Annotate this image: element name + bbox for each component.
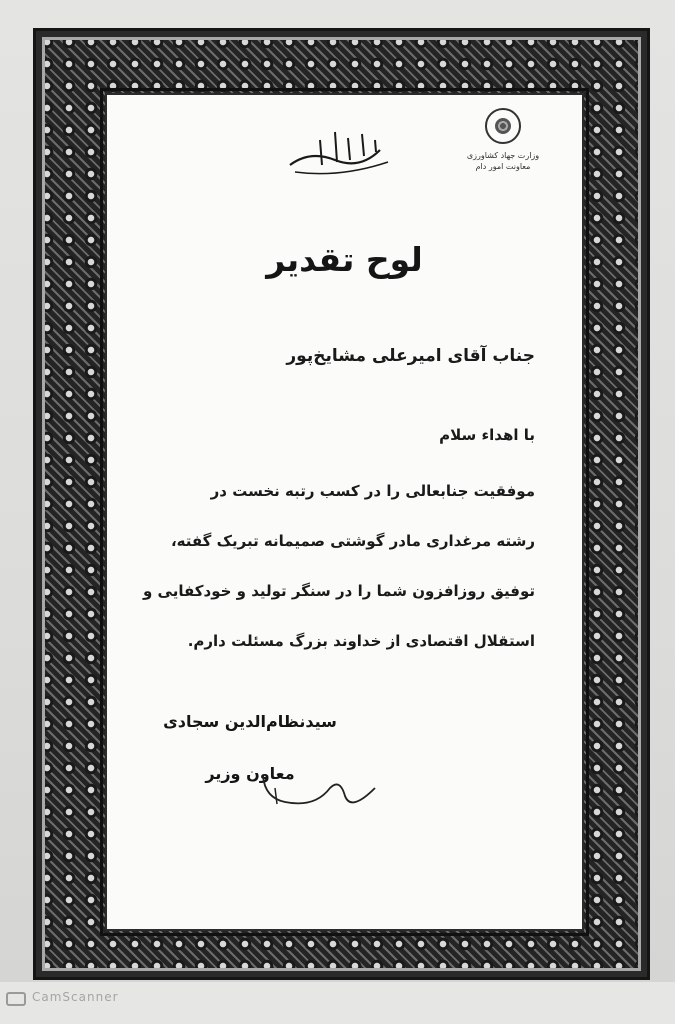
watermark-text: CamScanner (32, 990, 119, 1004)
bismillah-calligraphy (280, 120, 400, 180)
recipient-name: جناب آقای امیرعلی مشایخ‌پور (286, 346, 535, 366)
body-line: رشته مرغداری مادر گوشتی صمیمانه تبریک گفته، (170, 532, 535, 550)
emblem-seal-icon (485, 108, 521, 144)
handwritten-signature (255, 768, 395, 828)
camscanner-logo-icon (6, 992, 26, 1006)
ministry-emblem (465, 106, 541, 196)
greeting-line: با اهداء سلام (439, 426, 535, 444)
body-line: استقلال اقتصادی از خداوند بزرگ مسئلت دارم. (187, 632, 535, 650)
certificate-title: لوح تقدیر (266, 240, 423, 279)
signer-name: سیدنظام‌الدین سجادی (163, 712, 337, 731)
body-line: موفقیت جنابعالی را در کسب رتبه نخست در (210, 482, 535, 500)
body-line: توفیق روزافزون شما را در سنگر تولید و خودکفایی و (143, 582, 535, 600)
emblem-caption: وزارت جهاد کشاورزی معاونت امور دام (466, 151, 540, 171)
signer-title: معاون وزیر (205, 764, 295, 783)
